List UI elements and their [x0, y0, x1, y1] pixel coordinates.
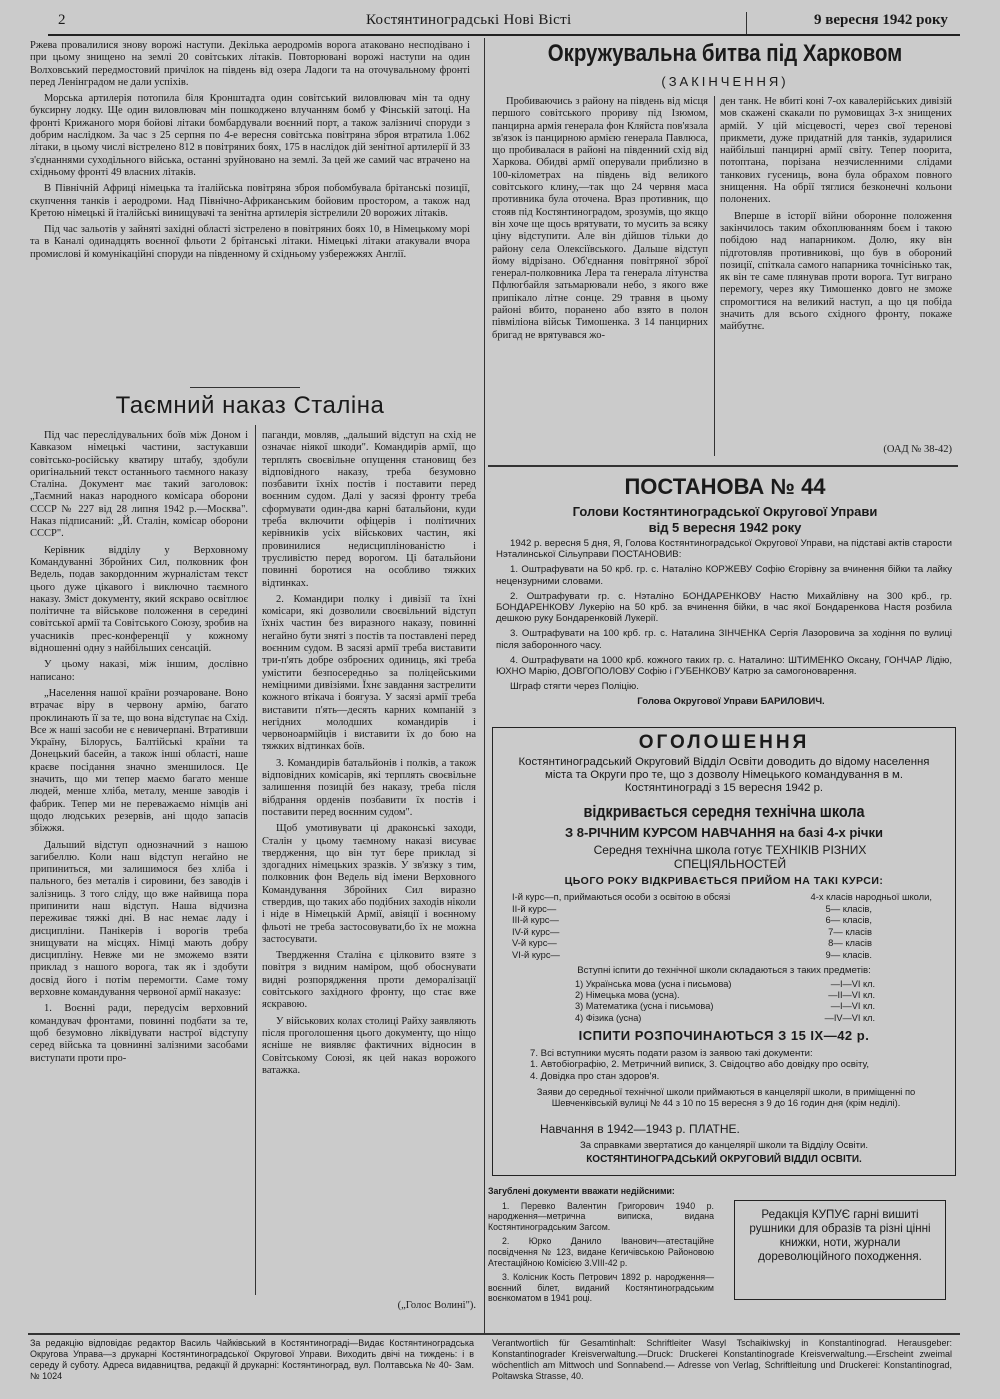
- decree-signature: Голова Округової Управи БАРИЛОВИЧ.: [637, 696, 825, 708]
- decree-title: ПОСТАНОВА № 44: [624, 474, 826, 499]
- stalin-paragraph: У цьому наказі, між іншим, дослівно написано:: [30, 659, 248, 683]
- kharkiv-article-title: Окружувальна битва під Харковом: [547, 40, 903, 67]
- stalin-paragraph: Дальший відступ однозначний з нашою загибеллю. Коли наш відступ негайно не припиниться, ми залишимося без хліба і пального, без металів і сировини, без заводів і залізниць. З того сліду, що вже найвища пора припинити наш відступ. Наша відчизна переживає тяжкі дні. В нас немає ладу і дисципліни. Панікерів і ворогів треба знищувати на місцях. Німці мають добру дисципліну. Невже ми не зможемо взяти приклад з нашого ворога, так як і здобути досвід його і потім перемогти. Саме тому верховне командування червоної армії наказує:: [30, 839, 248, 999]
- stalin-paragraph: „Населення нашої країни розчароване. Воно втрачає віру в червону армію, багато проклинають її за те, що вона відступає на Схід. Все ж наші засоби не є невичерпані. Втративши Україну, Білорусь, Балтійські країни та Донецький басейн, а також інші області, наше краєве посідання значно зменшилося. Це значить, що ми тепер маємо багато менше людей, менше хліба, металу, менше заводів і фабрик. Тепер ми не переважаємо німців ані щодо людських резервів, ані щодо запасів збіжжя.: [30, 687, 248, 835]
- applications-info: Заяви до середньої технічної школи приймаються в канцелярії школи, в приміщенні по Шевченківській вулиці № 44 з 10 по 15 вересня з 9 до 16 годин дня (крім неділі).: [536, 1086, 916, 1109]
- stalin-paragraph: 1. Воєнні ради, передусім верховний командувач фронтами, повинні подбати за те, щоб безумовно ліквідувати настрої відступу серед війська та цовнинні залізними засобами виступати проти про-: [30, 1003, 248, 1064]
- exam-row: [575, 990, 875, 1001]
- course-row: [512, 949, 932, 961]
- course-requirement: 8— класів: [828, 937, 872, 949]
- lost-doc-item: 2. Юрко Данило Іванович—атестаційне посвідчення № 123, видане Кегичівською Районовою Атестаційною Комісією 3.VІІІ-42 р.: [488, 1236, 714, 1268]
- paper-name: Костянтиноградські Нові Вісті: [366, 12, 572, 28]
- courses-list: [512, 891, 932, 961]
- footer-right-text: Verantwortlich für Gesamtinhalt: Schriftleiter Wasyl Tschaikiwskyj in Konstantinograd. Herausgeber: Konstantinograder Kreisverwaltung.—Druck: Druckerei Konstantinograde Kreisverwaltung.—Erscheint zweimal wöchentlich am Mittwoch und Sonnabend.— Adresse von Verlag, Schriftleitung und Druckerei: Konstantinograd, Poltawska Strasse, 40.: [492, 1338, 952, 1381]
- course-requirement: 5— класів,: [825, 902, 872, 914]
- stalin-paragraph: Під час переслідувальних боїв між Доном і Кавказом німецькі частини, застукавши совітсько-російську кватиру штабу, здобули оригінальний текст останнього таємного наказу Сталіна. Документ має такий заголовок: „Таємний наказ народного комісара оборони СССР № 227 від 28 липня 1942 р.—Москва". Наказ підписаний: „Й. Сталін, комісар оборони СССР".: [30, 430, 248, 540]
- exam-subject: 1) Українська мова (усна і письмова): [575, 979, 732, 989]
- page-number: 2: [58, 12, 66, 28]
- footer-divider: [28, 1333, 960, 1335]
- kharkiv-paragraph: Вперше в історії війни оборонне положення закінчилось таким обхоплюванням боєм і такою побідою над напарником. Долю, яку він підготовляв противникові, що був в обороний позиції, спіткала самого напарника точнісінько так, як він те саме плянував проти ворога. Тут виграно перемогу, через яку Тимошенко довго не зможе спромогтися на великий наступ, а що ця побіда значить для всього східного фронту, покаже майбутнє.: [720, 210, 952, 333]
- stalin-article-col1: [30, 430, 248, 1308]
- docs-item: 4. Довідка про стан здоров'я.: [530, 1070, 660, 1082]
- course-name: V-й курс—: [512, 937, 557, 949]
- documents-required: [530, 1048, 940, 1082]
- decree-item: 4. Оштрафувати на 1000 крб. кожного таких гр. с. Наталино: ШТИМЕНКО Оксану, ГОНЧАР Лідію, ЮХНО Марію, ДОВГОПОЛОВУ Софію і ГУБЕНКОВУ Катрю за самогоноварення.: [496, 654, 952, 678]
- course-name: ІІ-й курс—: [512, 902, 557, 914]
- kharkiv-paragraph: Пробиваючись з району на південь від місця першого совітського прориву під Ізюмом, панцирна армія генерала фон Кляйста пов'язала зв'язок із панцирною армією генерала Павлюса, що пробивалася в районі на південний схід від Харкова. Обидві армії оперували приблизно в 100-кілометрах на південь від великого совітського клину,—так що 24 червня маса противника була оточена. Враз противник, що стояв під Костянтиноградом, зрозумів, що якщо він хоче ще щось врятувати, то мусить за всяку ціну відступити. Але він дійшов тільки до району села Олексіївського. Дальше відступ йому відрізано. Об'єднання повітряної зброї генерал-полковника Лера та генерала літунства Пфлюгбайля затьмарювали небо, з якого вже припікало літне сонце. 29 травня в цьому районі вбито, поранено або взято в полон півміліона військ Тимошенка. З 14 панцирних бригад не врятувався жо-: [492, 96, 708, 341]
- issue-date: 9 вересня 1942 року: [814, 12, 948, 28]
- kharkiv-source: (ОАД № 38-42): [883, 444, 952, 455]
- tuition-info: Навчання в 1942—1943 р. ПЛАТНЕ.: [540, 1122, 740, 1136]
- exam-subject: 3) Математика (усна і письмова): [575, 1001, 714, 1012]
- course-row: [512, 891, 932, 903]
- course-row: [512, 926, 932, 938]
- war-report-paragraph: Морська артилерія потопила біля Кронштадта один совітський виловлювач мін та одну буксирну лодку. Ще один виловлювач мін пошкоджено влучанням бомб у Фінській затоці. На фронті Крижаного моря бойові літаки бомбардували воєнний порт, а також залізничі споруди з добрим наслідком. За час з 25 серпня по 4-е вересня совітська повітряна зброя втратила 1.062 літаки, в цьому числі вістрелено 812 в повітряних боях, 175 в наслідок дій зенітної артилерії й 33 з'єднаннями суходільного війська, останні зруйновано на землі. За цей же самий час втрачено на східньому фронті 49 власних літаків.: [30, 93, 470, 178]
- stalin-paragraph: Керівник відділу у Верховному Командуванні Збройних Сил, полковник фон Ведель, подав закордонним журналістам текст цього дуже цікавого і виключно таємного наказу. Зміст документу, який яскраво освітлює політичне та військове положення в середині совітської армії та Совітського Союзу, зробив на учасників прес-конференції у кожному відношенні одну з найбільших сенсацій.: [30, 544, 248, 655]
- exam-subject: 2) Німецька мова (усна).: [575, 990, 680, 1001]
- course-row: [512, 937, 932, 949]
- stalin-paragraph: Твердження Сталіна є цілковито взяте з повітря з видним наміром, щоб обоснувати видні розпорядження проти деморалізації совітського західного фронту, що стає вже яскравою.: [262, 950, 476, 1011]
- stalin-source: („Голос Волині").: [397, 1300, 476, 1311]
- exam-row: [575, 1001, 875, 1012]
- decree-body: [496, 538, 952, 708]
- war-report: [30, 40, 470, 380]
- decree-subtitle: Голови Костянтиноградської Округової Управи: [572, 504, 878, 519]
- header-divider: [746, 12, 747, 34]
- announcement-title: ОГОЛОШЕННЯ: [638, 732, 810, 753]
- announcement-prepares: Середня технічна школа готує ТЕХНІКІВ РІЗНИХ СПЕЦІЯЛЬНОСТЕЙ: [593, 843, 867, 871]
- stalin-paragraph: У військових колах столиці Райху заявляють після проголошення цього документу, що ніщо ясніше не виявляє фактичних відносин в Совітському Союзі, як цей наказ ворожого ватажка.: [262, 1015, 476, 1076]
- stalin-article-title: Таємний наказ Сталіна: [115, 392, 385, 419]
- towel-ad-text: Редакція КУПУЄ гарні вишиті рушники для образів та різні цінні книжки, ноти, журнали дореволюційного походження.: [749, 1208, 931, 1263]
- course-name: І-й курс—п, приймаються особи з освітою в обсязі: [512, 891, 731, 902]
- course-requirement: 4-х класів народньої школи,: [810, 891, 932, 902]
- course-requirement: 7— класів: [828, 925, 872, 937]
- decree-item: 3. Оштрафувати на 100 крб. гр. с. Наталина ЗІНЧЕНКА Сергія Лазоровича за ходіння по вулиці після заборонного часу.: [496, 628, 952, 651]
- course-name: ІІІ-й курс—: [512, 914, 559, 926]
- stalin-paragraph: 3. Командирів батальйонів і полків, а також відповідних комісарів, які терплять своєвільне залишення позицій без наказу, треба після вібдрання орденів позбавити їх постів і поставити перед воєнним судом".: [262, 757, 476, 818]
- announcement-intro: Костянтиноградський Округовий Відділ Освіти доводить до відому населення міста та Округи про те, що з дозволу Німецького командування в м. Костянтинограді з 15 вересня 1942 р.: [518, 756, 930, 794]
- exam-row: [575, 1013, 875, 1024]
- stalin-paragraph: Щоб умотивувати ці драконські заходи, Сталін у цьому таємному наказі висуває твердження, що він тут бере приклад зі здогадних німецьких зразків. У зв'язку з тим, полковник фон Ведель від імени Верховного Командування Збройних Сил виразно ствердив, що таких або подібних заходів ніколи і ніде в Німецькій Армії, авіяції і воєнному фльоті не треба застосовувати,бо їх не можна застосувати.: [262, 823, 476, 945]
- decree-item: 1. Оштрафувати на 50 крб. гр. с. Наталіно КОРЖЕВУ Софію Єгорівну за вчинення бійки та лайку нецензурними словами.: [496, 564, 952, 587]
- exam-subject: 4) Фізика (усна): [575, 1012, 642, 1023]
- docs-item: 1. Автобіографію, 2. Метричний виписк, 3. Свідоцтво або довідку про освіту,: [530, 1059, 870, 1071]
- course-row: [512, 903, 932, 915]
- exam-classes: —ІІ—VІ кл.: [828, 990, 875, 1001]
- kharkiv-paragraph: ден танк. Не вбиті коні 7-ох кавалерійських дивізій мов скажені скакали по румовищах 3-х знищених армій. У цій місцевості, через свої теренові прикмети, дуже придатній для танків, зударилися найбільші панцирні армії світу. Тепер поорита, потоптана, порізана незчисленними слідами танкових гусениць, вона була обрахом повного знищення. На обрії тяглися безконечні кольони полонених.: [720, 96, 952, 206]
- decree-item: 2. Оштрафувати гр. с. Нэталіно БОНДАРЕНКОВУ Настю Михайлівну на 300 крб., гр. БОНДАРЕНКОВУ Лукерію на 50 крб. за вчинення бійки, в час якої Бондаренкова Настя розбила дешкою руку Бондаренковій Лукерії.: [496, 590, 952, 625]
- section-divider: [488, 465, 958, 467]
- stalin-article-col2: [262, 430, 476, 1296]
- exams-start: ІСПИТИ РОЗПОЧИНАЮТЬСЯ З 15 ІХ—42 р.: [578, 1028, 870, 1043]
- war-report-paragraph: Ржева провалилися знову ворожі наступи. Декілька аеродромів ворога атаковано несподівано і при цьому знищено на землі 20 совітських літаків. Повторювані ворожі наступи на один Волховський передмостовий причілок на південь від озера Ладоги та на оточувальному фронті перед Ленінградом не дали успіхів.: [30, 40, 470, 88]
- decree-date: від 5 вересня 1942 року: [648, 520, 802, 535]
- kharkiv-article-col2: [720, 96, 952, 444]
- contact-info: За справками звертатися до канцелярії школи та Відділу Освіти.: [579, 1140, 869, 1151]
- stalin-column-divider: [255, 425, 256, 1295]
- announcement-school-opens: відкривається середня технічна школа: [583, 802, 865, 821]
- footer-left: [30, 1338, 474, 1392]
- docs-intro: 7. Всі вступники мусять подати разом із заявою такі документи:: [530, 1048, 813, 1059]
- course-name: VІ-й курс—: [512, 948, 560, 960]
- footer-right: [492, 1338, 952, 1392]
- kharkiv-column-divider: [714, 96, 715, 456]
- lost-doc-item: 1. Перевко Валентин Григорович 1940 р. народження—метрична виписка, видана Костянтиноградським Загсом.: [488, 1200, 714, 1232]
- stalin-paragraph: паганди, мовляв, „дальший відступ на схід не означає ніякої шкоди". Командирів армії, що терплять своєвільне опущення становищ без відповідного наказу, треба безумовно позбавити їхніх постів і поставити перед воєнним судом. Далі у засязі фронту треба сформувати один-два карні батальйони, куди треба включити офіцерів і політичних керівників усіх військових частин, які провинилися недисциплінованістю і трусливістю перед ворогом. Ці батальйони повинні боротися на особливо тяжких відтинках.: [262, 430, 476, 589]
- footer-left-text: За редакцію відповідає редактор Василь Чайківський в Костянтинограді—Видає Костянтиноградська Округова Управа—з друкарні Костянтиноградської Округової Управи. Виходить двічі на тиждень: і в середу й суботу. Адреса видавництва, редакції й друкарні: Костянтиноград, вул. Полтавська № 40- Зам. № 1024: [30, 1338, 474, 1381]
- exam-row: [575, 979, 875, 990]
- page-header: [48, 10, 960, 36]
- lost-doc-item: 3. Колісник Кость Петрович 1892 р. народження—воєнний білет, виданий Костянтиноградським воєнкоматом в 1941 році.: [488, 1272, 714, 1304]
- exam-classes: —І—VІ кл.: [830, 979, 875, 989]
- course-name: ІV-й курс—: [512, 925, 560, 937]
- stalin-paragraph: 2. Командири полку і дивізії та їхні комісари, які дозволили своєвільний відступ їхніх частин без виразного наказу, повинні негайно бути зняті з постів та поставлені перед воєнним судом. В засязі армії треба виставити три-п'ять добре озброєних одиниць, які треба умістити безпосередньо за поліцейськими неміцними дивізіями. Їхнє завдання застрелити кожного втікача і боягуза. У засязі армії треба виставити п'ять—десять карних компаній з негідних молодших командирів і червоноармійців і виставити їх до бою на тяжких відтинках боїв.: [262, 593, 476, 753]
- kharkiv-subtitle: (ЗАКІНЧЕННЯ): [661, 74, 789, 89]
- decree-intro: 1942 р. вересня 5 дня, Я, Голова Костянтиноградської Округової Управи, на підставі актів старости Нэталинської Сільуправи ПОСТАНОВИВ:: [496, 538, 952, 561]
- course-requirement: 6— класів,: [825, 914, 872, 926]
- exam-classes: —І—VІ кл.: [830, 1001, 875, 1012]
- exam-classes: —ІV—VІ кл.: [824, 1012, 875, 1023]
- war-report-paragraph: Під час зальотів у зайняті західні області зістрелено в повітряних боях 10, в Німецькому морі та в Каналі одинадцять воєнної фльоти 2 брітанські літаки. Німецькі літаки атакували вчора промислові й комунікаційні споруди на південному й східньому узбережжях Англії.: [30, 224, 470, 260]
- announcement-admission: ЦЬОГО РОКУ ВІДКРИВАЄТЬСЯ ПРИЙОМ НА ТАКІ КУРСИ:: [564, 875, 884, 887]
- lost-docs-heading: Загублені документи вважати недійсними:: [488, 1186, 675, 1196]
- lost-documents: [488, 1186, 714, 1304]
- section-divider: [190, 387, 300, 388]
- exams-intro: Вступні іспити до технічної школи складаються з таких предметів:: [577, 965, 871, 976]
- war-report-paragraph: В Північній Африці німецька та італійська повітряна зброя побомбувала брітанські позиції, скупчення танків і аеродроми. Над Північно-Африканським бойовим простором, а також над Кретою німецькі й італійські винищувачі та зенітна артилерія зістрелили 20 ворожих літаків.: [30, 183, 470, 219]
- announcement-signature: КОСТЯНТИНОГРАДСЬКИЙ ОКРУГОВИЙ ВІДДІЛ ОСВІТИ.: [586, 1154, 862, 1165]
- course-row: [512, 914, 932, 926]
- kharkiv-article-col1: [492, 96, 708, 458]
- decree-fine-note: Шграф стягти через Поліцію.: [510, 681, 639, 693]
- main-column-divider: [484, 38, 485, 1334]
- exams-list: [575, 979, 875, 1024]
- course-requirement: 9— класів.: [825, 948, 872, 960]
- announcement-course: З 8-РІЧНИМ КУРСОМ НАВЧАННЯ на базі 4-х річки: [565, 825, 883, 840]
